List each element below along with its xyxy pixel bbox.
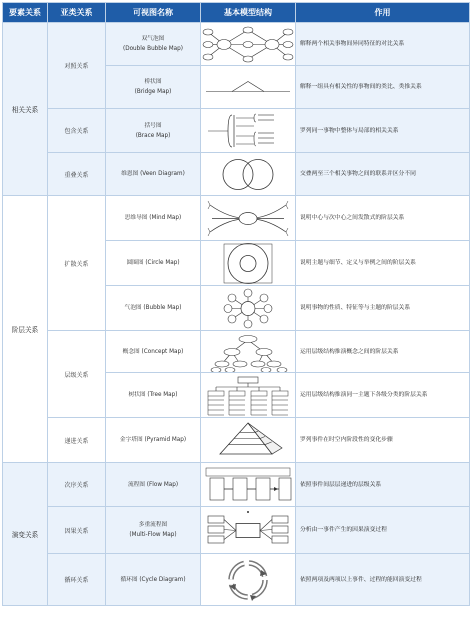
map-name: 气泡图 (Bubble Map) [124, 305, 182, 311]
brace-diagram [201, 109, 296, 153]
map-name-cell [106, 286, 201, 331]
purpose-cell: 依照两项及两项以上事件、过程的能回演变过程 [296, 554, 470, 606]
element-relation-cell: 相关关系 [3, 23, 48, 196]
table-row [3, 554, 470, 606]
map-name-english: (Bridge Map) [134, 89, 172, 95]
table-row [3, 463, 470, 507]
map-name: 概念图 (Concept Map) [122, 348, 184, 355]
sub-relation-cell: 对照关系 [48, 23, 106, 109]
cycle-diagram [201, 554, 296, 606]
map-name-cell [106, 109, 201, 153]
tree-map-diagram [201, 373, 296, 418]
purpose-cell: 运用层级结构推演同一主题下各级分类的阶层关系 [296, 373, 470, 418]
map-name: 金字塔图 (Pyramid Map) [119, 437, 187, 443]
table-row [3, 507, 470, 554]
element-relation-cell: 阶层关系 [3, 196, 48, 463]
map-name: 桥状图 [144, 79, 162, 85]
map-name: 树状图 (Tree Map) [128, 392, 178, 398]
purpose-cell: 运用层级结构推演概念之间的阶层关系 [296, 331, 470, 373]
map-name-cell [106, 241, 201, 286]
purpose-cell: 说明事物的性质、特征等与主题的阶层关系 [296, 286, 470, 331]
purpose-cell: 说明中心与次中心之间发散式的阶层关系 [296, 196, 470, 241]
circle-map-diagram [201, 241, 296, 286]
map-name-cell [106, 196, 201, 241]
header-purpose: 作用 [296, 3, 470, 23]
sub-relation-cell: 因果关系 [48, 507, 106, 554]
table-row [3, 196, 470, 241]
map-name: 思维导图 (Mind Map) [124, 215, 182, 221]
multi-flow-diagram [201, 507, 296, 554]
map-name: 括号图 [144, 122, 162, 129]
map-name-cell [106, 554, 201, 606]
map-name: 圆圈图 (Circle Map) [126, 260, 180, 266]
map-name: 多重流程图 [138, 522, 168, 528]
sub-relation-cell: 循环关系 [48, 554, 106, 606]
map-name-english: (Brace Map) [135, 132, 171, 139]
purpose-cell: 分析由一事件产生的因果演变过程 [296, 507, 470, 554]
map-name: 双气泡图 [141, 36, 165, 42]
sub-relation-cell: 包含关系 [48, 109, 106, 153]
table-row [3, 153, 470, 196]
map-name: 维恩图 (Veen Diagram) [121, 171, 185, 177]
sub-relation-cell: 次序关系 [48, 463, 106, 507]
element-relation-cell: 演变关系 [3, 463, 48, 606]
map-name-cell [106, 23, 201, 66]
map-name-cell [106, 66, 201, 109]
bubble-map-diagram [201, 286, 296, 331]
map-name-cell [106, 418, 201, 463]
map-name: 循环图 (Cycle Diagram) [120, 576, 186, 583]
flow-map-diagram [201, 463, 296, 507]
table-header-row [3, 3, 470, 23]
map-name-english: (Multi-Flow Map) [129, 532, 177, 538]
map-name: 流程图 (Flow Map) [127, 481, 179, 488]
purpose-cell: 依照事件间层层递进的层级关系 [296, 463, 470, 507]
double-bubble-diagram [201, 23, 296, 66]
bridge-diagram [201, 66, 296, 109]
header-sub-relation: 亚类关系 [48, 3, 106, 23]
purpose-cell: 交叠两至三个相关事物之间的联系并区分不同 [296, 153, 470, 196]
table-row [3, 23, 470, 66]
purpose-cell: 说明主题与细节、定义与举例之间的阶层关系 [296, 241, 470, 286]
sub-relation-cell: 重叠关系 [48, 153, 106, 196]
purpose-cell: 罗列事件在时空内阶段性的变化步骤 [296, 418, 470, 463]
concept-map-diagram [201, 331, 296, 373]
map-name-cell [106, 331, 201, 373]
table-row [3, 418, 470, 463]
mind-map-diagram [201, 196, 296, 241]
map-name-cell [106, 507, 201, 554]
purpose-cell: 罗列同一事物中整体与局部的相关关系 [296, 109, 470, 153]
table-row [3, 331, 470, 373]
map-name-cell [106, 463, 201, 507]
header-element-relation: 要素关系 [3, 3, 48, 23]
purpose-cell: 解释一组具有相关性的事物间的类比、类推关系 [296, 66, 470, 109]
venn-diagram [201, 153, 296, 196]
purpose-cell: 解释两个相关事物间异同特征的对比关系 [296, 23, 470, 66]
sub-relation-cell: 递进关系 [48, 418, 106, 463]
map-name-cell [106, 373, 201, 418]
map-name-english: (Double Bubble Map) [122, 46, 184, 52]
visual-map-table [2, 2, 470, 606]
header-map-name: 可视图名称 [106, 3, 201, 23]
map-name-cell [106, 153, 201, 196]
table-row [3, 109, 470, 153]
sub-relation-cell: 扩散关系 [48, 196, 106, 331]
sub-relation-cell: 层级关系 [48, 331, 106, 418]
pyramid-diagram [201, 418, 296, 463]
header-model-structure: 基本模型结构 [201, 3, 296, 23]
